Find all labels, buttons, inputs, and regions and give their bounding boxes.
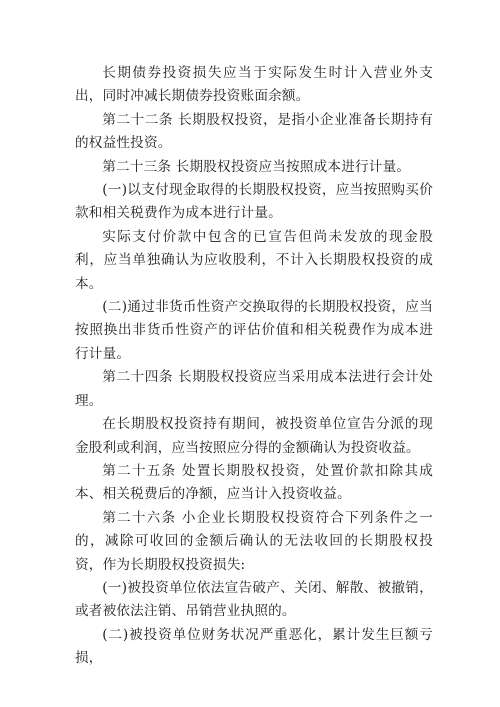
document-body: [75, 62, 433, 671]
paragraph-cash-dividend: 实际支付价款中包含的已宣告但尚未发放的现金股利，应当单独确认为应收股利，不计入长期股权投资的成本。: [75, 228, 433, 292]
paragraph-article-24: 第二十四条 长期股权投资应当采用成本法进行会计处理。: [75, 369, 433, 409]
paragraph-bond-loss: 长期债券投资损失应当于实际发生时计入营业外支出，同时冲减长期债券投资账面余额。: [75, 65, 433, 105]
paragraph-article-23-item-1: (一)以支付现金取得的长期股权投资，应当按照购买价款和相关税费作为成本进行计量。: [75, 182, 433, 222]
paragraph-article-25: 第二十五条 处置长期股权投资，处置价款扣除其成本、相关税费后的净额，应当计入投资收益。: [75, 462, 433, 503]
paragraph-article-26-item-2: (二)被投资单位财务状况严重恶化，累计发生巨额亏损，: [75, 626, 433, 667]
paragraph-article-22: 第二十二条 长期股权投资，是指小企业准备长期持有的权益性投资。: [75, 111, 433, 152]
paragraph-article-26-item-1: (一)被投资单位依法宣告破产、关闭、解散、被撤销，或者被依法注销、吊销营业执照的。: [75, 579, 433, 620]
paragraph-article-23: 第二十三条 长期股权投资应当按照成本进行计量。: [102, 158, 411, 175]
paragraph-holding-period: 在长期股权投资持有期间，被投资单位宣告分派的现金股利或利润，应当按照应分得的金额确认为投资收益。: [75, 416, 433, 456]
paragraph-article-26: 第二十六条 小企业长期股权投资符合下列条件之一的，减除可收回的金额后确认的无法收回的长期股权投资，作为长期股权投资损失:: [75, 509, 433, 573]
paragraph-article-23-item-2: (二)通过非货币性资产交换取得的长期股权投资，应当按照换出非货币性资产的评估价值和相关税费作为成本进行计量。: [75, 299, 433, 362]
